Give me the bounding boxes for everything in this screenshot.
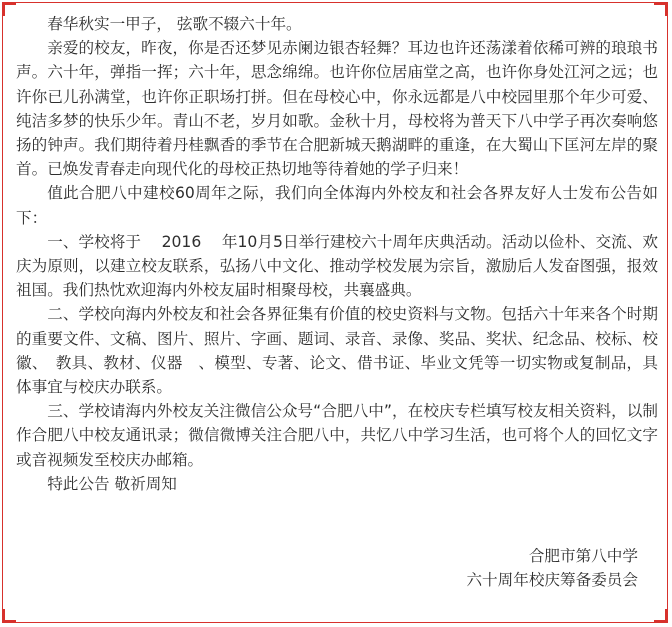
announcement-body <box>16 12 658 496</box>
closing-line: 特此公告 敬祈周知 <box>47 474 177 493</box>
paragraph-announcement-intro: 值此合肥八中建校60周年之际，我们向全体海内外校友和社会各界友好人士发布公告如下： <box>16 184 658 227</box>
corner-ornament-bottom-left <box>2 609 16 623</box>
signature-committee: 六十周年校庆筹备委员会 <box>466 571 638 590</box>
corner-ornament-bottom-right <box>654 609 668 623</box>
opening-line: 春华秋实一甲子， 弦歌不辍六十年。 <box>47 15 302 33</box>
item-wechat-info: 三、学校请海内外校友关注微信公众号“合肥八中”，在校庆专栏填写校友相关资料，以制作合肥八中校友通讯录；微信微博关注合肥八中，共忆八中学习生活，也可将个人的回忆文字或音视频发至校庆办邮箱。 <box>16 402 658 469</box>
item-celebration-date: 一、学校将于 2016 年10月5日举行建校六十周年庆典活动。活动以俭朴、交流、欢庆为原则，以建立校友联系，弘扬八中文化、推动学校发展为宗旨，激励后人发奋图强，报效祖国。我们热忱欢迎海内外校友届时相聚母校，共襄盛典。 <box>16 232 658 300</box>
item-collect-materials: 二、学校向海内外校友和社会各界征集有价值的校史资料与文物。包括六十年来各个时期的重要文件、文稿、图片、照片、字画、题词、录音、录像、奖品、奖状、纪念品、校标、校徽、 教具、教材、仪器 、模型、专著、论文、借书证、毕业文凭等一切实物或复制品，具体事宜与校庆办联系。 <box>16 305 658 397</box>
corner-ornament-top-left <box>2 2 16 16</box>
signature-block <box>466 544 638 592</box>
paragraph-alumni-greeting: 亲爱的校友，昨夜，你是否还梦见赤阑边银杏轻舞？耳边也许还荡漾着依稀可辨的琅琅书声。六十年，弹指一挥；六十年，思念绵绵。也许你位居庙堂之高，也许你身处江河之远；也许你已儿孙满堂，也许你正职场打拼。但在母校心中，你永远都是八中校园里那个年少可爱、纯洁多梦的快乐少年。青山不老，岁月如歌。金秋十月，母校将为普天下八中学子再次奏响悠扬的钟声。我们期待着丹桂飘香的季节在合肥新城天鹅湖畔的重逢，在大蜀山下匡河左岸的聚首。已焕发青春走向现代化的母校正热切地等待着她的学子归来！ <box>16 39 658 179</box>
signature-school: 合肥市第八中学 <box>528 547 638 565</box>
